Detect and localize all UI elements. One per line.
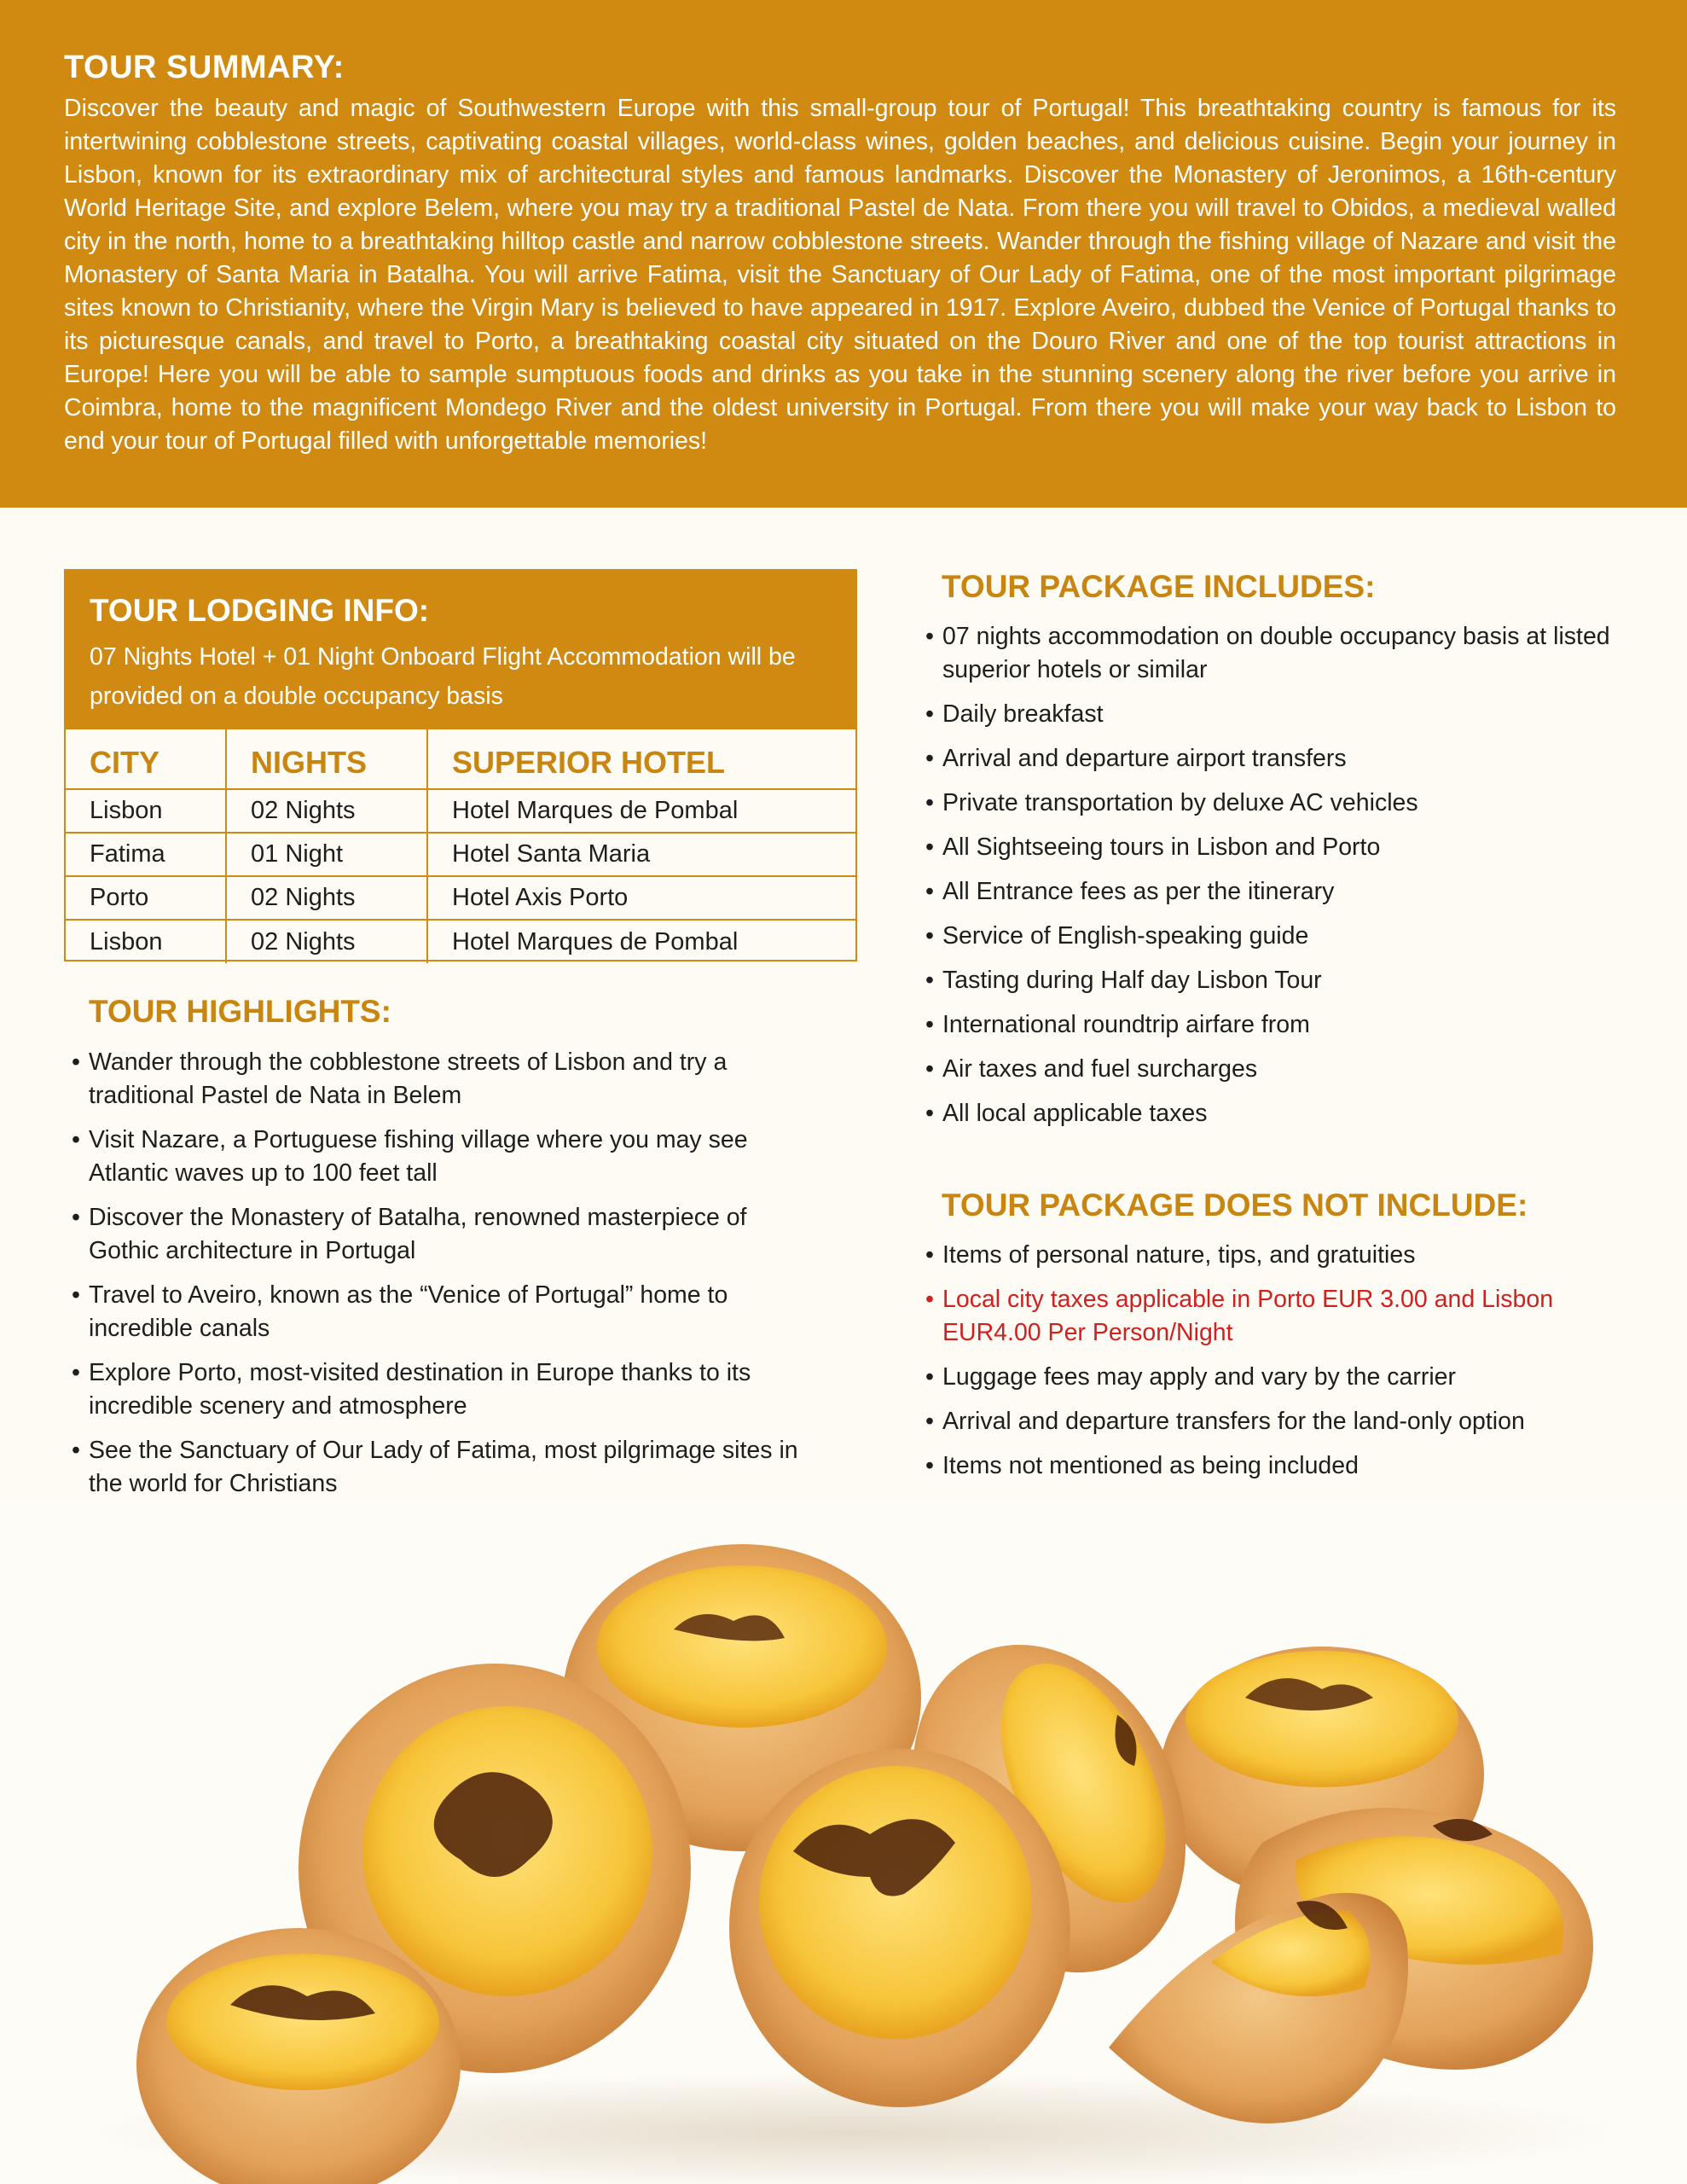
list-item: • Service of English-speaking guide [925,920,1625,953]
table-row [66,876,855,920]
city-cell: Porto [66,876,226,920]
hotels-table [66,729,855,963]
list-item: • Arrival and departure airport transfers [925,742,1625,775]
excludes-title: TOUR PACKAGE DOES NOT INCLUDE: [942,1188,1528,1223]
list-item: • Arrival and departure transfers for the land-only option [925,1405,1625,1438]
includes-list [925,620,1625,1141]
table-header-row [66,729,855,789]
list-item-highlighted: • Local city taxes applicable in Porto EUR 3.00 and Lisbon EUR4.00 Per Person/Night [925,1283,1625,1350]
list-item: • Items of personal nature, tips, and gratuities [925,1239,1625,1272]
list-item: • All Sightseeing tours in Lisbon and Porto [925,831,1625,864]
table-row [66,833,855,876]
list-item: • All Entrance fees as per the itinerary [925,875,1625,909]
list-item: • Private transportation by deluxe AC vehicles [925,787,1625,820]
column-header-nights: NIGHTS [226,729,427,789]
hotel-cell: Hotel Marques de Pombal [427,789,855,833]
nights-cell: 01 Night [226,833,427,876]
lodging-header [66,571,855,729]
excludes-list [925,1239,1625,1494]
list-item: • Tasting during Half day Lisbon Tour [925,964,1625,997]
lodging-subtitle: 07 Nights Hotel + 01 Night Onboard Flight Accommodation will be provided on a double occupancy basis [90,643,796,710]
column-header-city: CITY [90,744,160,780]
list-item: • Luggage fees may apply and vary by the carrier [925,1361,1625,1394]
list-item: • Daily breakfast [925,698,1625,731]
list-item: • International roundtrip airfare from [925,1008,1625,1042]
list-item: • All local applicable taxes [925,1097,1625,1130]
list-item: • Visit Nazare, a Portuguese fishing village where you may see Atlantic waves up to 100 feet tall [72,1124,822,1190]
summary-text: Discover the beauty and magic of Southwestern Europe with this small-group tour of Portugal! This breathtaking country is famous for its intertwining cobblestone streets, captivating coastal villages, world-class wines, golden beaches, and delicious cuisine. Begin your journey in Lisbon, known for its extraordinary mix of architectural styles and famous landmarks. Discover the Monastery of Jeronimos, a 16th-century World Heritage Site, and explore Belem, where you may try a traditional Pastel de Nata. From there you will travel to Obidos, a medieval walled city in the north, home to a breathtaking hilltop castle and narrow cobblestone streets. Wander through the fishing village of Nazare and visit the Monastery of Santa Maria in Batalha. You will arrive Fatima, visit the Sanctuary of Our Lady of Fatima, one of the most important pilgrimage sites known to Christianity, where the Virgin Mary is believed to have appeared in 1917. Explore Aveiro, dubbed the Venice of Portugal thanks to its picturesque canals, and travel to Porto, a breathtaking coastal city situated on the Douro River and one of the top tourist attractions in Europe! Here you will be able to sample sumptuous foods and drinks as you take in the stunning scenery along the river before you arrive in Coimbra, home to the magnificent Mondego River and the oldest university in Portugal. From there you will make your way back to Lisbon to end your tour of Portugal filled with unforgettable memories! [64,95,1616,455]
list-item: • Items not mentioned as being included [925,1449,1625,1483]
lodging-info-box [64,569,857,961]
includes-title: TOUR PACKAGE INCLUDES: [942,569,1376,604]
list-item: • See the Sanctuary of Our Lady of Fatima, most pilgrimage sites in the world for Christians [72,1434,822,1501]
list-item: • Wander through the cobblestone streets of Lisbon and try a traditional Pastel de Nata in Belem [72,1046,822,1112]
table-row [66,789,855,833]
table-row [66,920,855,963]
nights-cell: 02 Nights [226,789,427,833]
nights-cell: 02 Nights [226,876,427,920]
list-item: • 07 nights accommodation on double occupancy basis at listed superior hotels or similar [925,620,1625,687]
lodging-title: TOUR LODGING INFO: [90,593,430,628]
city-cell: Lisbon [66,920,226,963]
city-cell: Lisbon [66,789,226,833]
hotel-cell: Hotel Santa Maria [427,833,855,876]
list-item: • Explore Porto, most-visited destination in Europe thanks to its incredible scenery and atmosphere [72,1356,822,1423]
summary-title: TOUR SUMMARY: [64,49,345,85]
tart-center-front [729,1749,1070,2107]
highlights-list [72,1046,822,1512]
column-header-hotel: SUPERIOR HOTEL [427,729,855,789]
list-item: • Discover the Monastery of Batalha, renowned masterpiece of Gothic architecture in Portugal [72,1201,822,1268]
summary-banner [0,0,1687,508]
nights-cell: 02 Nights [226,920,427,963]
city-cell: Fatima [66,833,226,876]
list-item: • Air taxes and fuel surcharges [925,1053,1625,1086]
hotel-cell: Hotel Marques de Pombal [427,920,855,963]
highlights-title: TOUR HIGHLIGHTS: [89,994,391,1029]
list-item: • Travel to Aveiro, known as the “Venice of Portugal” home to incredible canals [72,1279,822,1345]
hotel-cell: Hotel Axis Porto [427,876,855,920]
pastel-de-nata-photo [0,1502,1687,2184]
